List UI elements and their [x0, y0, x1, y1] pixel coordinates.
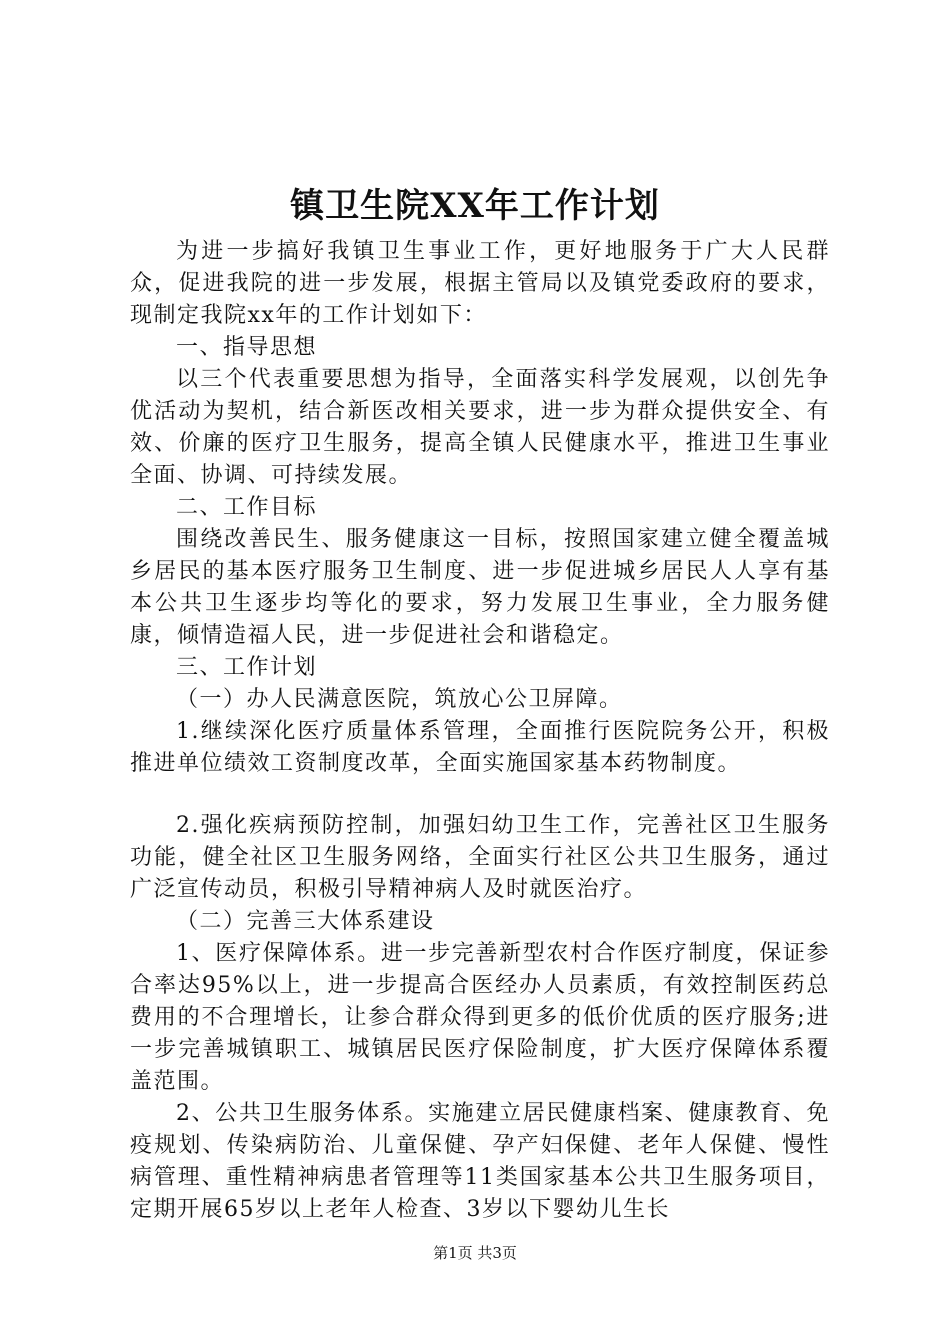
section-heading-guiding-ideology: 一、指导思想	[176, 335, 318, 360]
intro-paragraph: 为进一步搞好我镇卫生事业工作，更好地服务于广大人民群众，促进我院的进一步发展，根据主管局以及镇党委政府的要求，现制定我院xx年的工作计划如下：	[130, 239, 830, 328]
paragraph-gap	[130, 780, 830, 810]
document-title: 镇卫生院XX年工作计划	[290, 186, 660, 226]
system-item-medical-security: 1、医疗保障体系。进一步完善新型农村合作医疗制度，保证参合率达95%以上，进一步提高合医经办人员素质，有效控制医药总费用的不合理增长，让参合群众得到更多的低价优质的医疗服务;进一步完善城镇职工、城镇居民医疗保险制度，扩大医疗保障体系覆盖范围。	[130, 941, 830, 1094]
section-heading-work-plan: 三、工作计划	[176, 655, 318, 680]
plan-item-2: 2.强化疾病预防控制，加强妇幼卫生工作，完善社区卫生服务功能，健全社区卫生服务网络，全面实行社区公共卫生服务，通过广泛宣传动员，积极引导精神病人及时就医治疗。	[130, 813, 830, 902]
guiding-ideology-paragraph: 以三个代表重要思想为指导，全面落实科学发展观，以创先争优活动为契机，结合新医改相关要求，进一步为群众提供安全、有效、价廉的医疗卫生服务，提高全镇人民健康水平，推进卫生事业全面、协调、可持续发展。	[130, 367, 830, 488]
subsection-heading-hospital: （一）办人民满意医院，筑放心公卫屏障。	[176, 687, 623, 712]
system-item-public-health: 2、公共卫生服务体系。实施建立居民健康档案、健康教育、免疫规划、传染病防治、儿童保健、孕产妇保健、老年人保健、慢性病管理、重性精神病患者管理等11类国家基本公共卫生服务项目，定期开展65岁以上老年人检查、3岁以下婴幼儿生长	[130, 1101, 830, 1222]
work-goals-paragraph: 围绕改善民生、服务健康这一目标，按照国家建立健全覆盖城乡居民的基本医疗服务卫生制度、进一步促进城乡居民人人享有基本公共卫生逐步均等化的要求，努力发展卫生事业，全力服务健康，倾情造福人民，进一步促进社会和谐稳定。	[130, 527, 830, 648]
section-heading-work-goals: 二、工作目标	[176, 495, 318, 520]
page-footer: 第1页 共3页	[433, 1244, 517, 1262]
subsection-heading-three-systems: （二）完善三大体系建设	[176, 909, 435, 934]
plan-item-1: 1.继续深化医疗质量体系管理，全面推行医院院务公开，积极推进单位绩效工资制度改革，全面实施国家基本药物制度。	[130, 719, 830, 776]
document-body	[130, 236, 830, 1226]
